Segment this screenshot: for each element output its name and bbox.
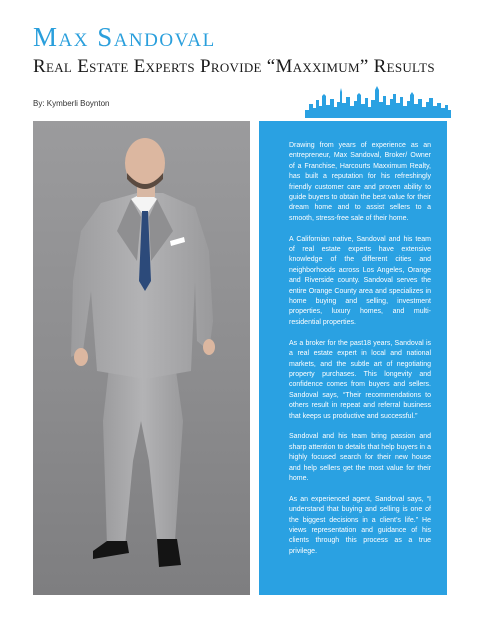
article-title: Max Sandoval <box>33 22 216 52</box>
paragraph: A Californian native, Sandoval and his team of real estate experts have extensive knowledge of the different cities and neighborhoods across Los Angeles, Orange and Riverside county. Sandoval serves the entire Orange County area and specializes in home buying and selling, investment properties, luxury homes, and multi-residential properties. <box>289 235 431 326</box>
portrait-photo <box>33 121 250 595</box>
article-subtitle: Real Estate Experts Provide “Maxximum” Results <box>33 56 435 77</box>
paragraph: Sandoval and his team bring passion and sharp attention to details that help buyers in a highly focused search for their new house and help sellers get the most value for their home. <box>289 433 431 482</box>
city-skyline-icon <box>305 86 451 118</box>
article-text-column <box>259 121 447 595</box>
shoe-right <box>157 539 181 567</box>
paragraph: As an experienced agent, Sandoval says, “I understand that buying and selling is one of the biggest decisions in a client’s life.” He views representation and guidance of his clients through this process as a true privilege. <box>289 495 431 555</box>
shoe-left <box>93 541 129 559</box>
paragraph: Drawing from years of experience as an entrepreneur, Max Sandoval, Broker/ Owner of a Franchise, Harcourts Maxximum Realty, has built a reputation for his refreshingly friendly customer care and proven ability to guide buyers to obtain the best value for their dream home and to assist sellers to a smooth, stress-free sale of their home. <box>289 142 431 222</box>
paragraph: As a broker for the past18 years, Sandoval is a real estate expert in local and national markets, and the subtle art of negotiating property purchases. This longevity and confidence comes from buyers and sellers. Sandoval says, “Their recommendations to others result in repeat and referral business that keeps us productive and successful.” <box>289 339 431 420</box>
byline: By: Kymberli Boynton <box>33 99 110 108</box>
portrait-illustration <box>33 121 250 595</box>
